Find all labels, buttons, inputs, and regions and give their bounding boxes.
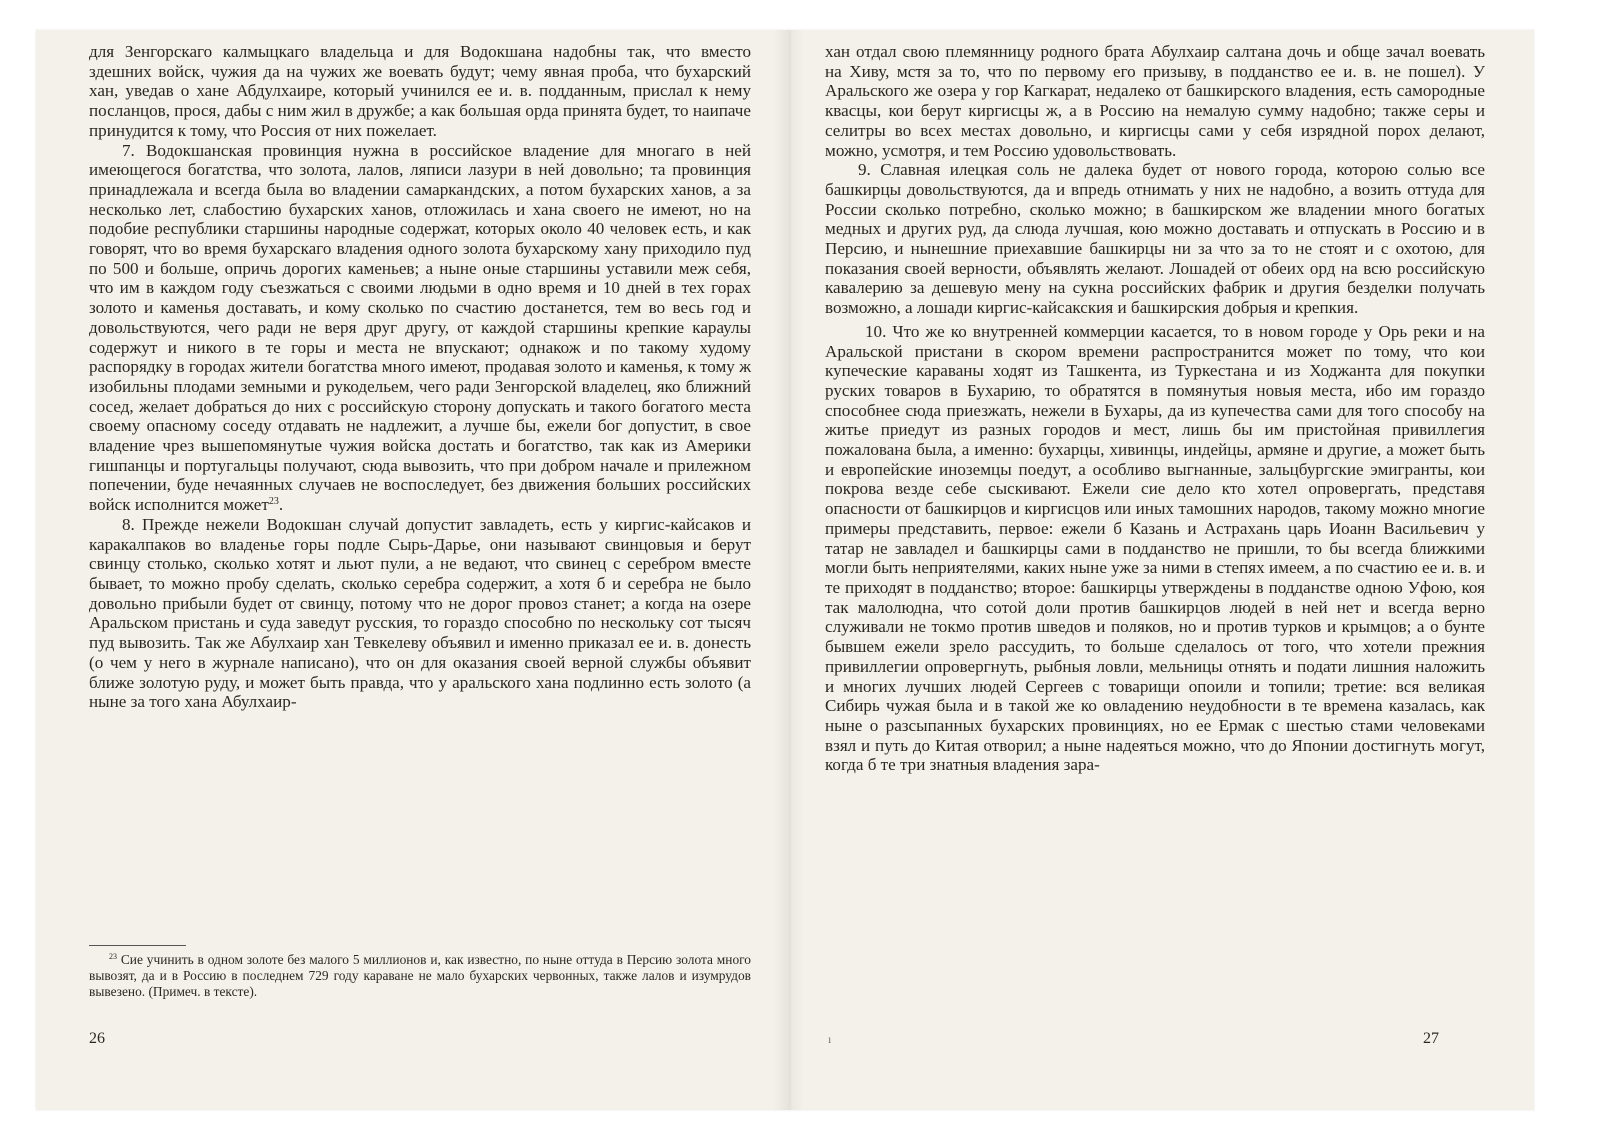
footnote-mark: 23 [109, 952, 117, 961]
page-number-right: 27 [1423, 1030, 1439, 1047]
book-spread [36, 30, 1534, 1110]
footnote-text: Сие учинить в одном золоте без малого 5 миллионов и, как известно, по ныне оттуда в Персию золота много вывозят, да и в Россию в последнем 729 году караване не мало бухарских червонных, также лалов и изумрудов вывезено. (Примеч. в тексте). [89, 952, 751, 999]
right-page-text [825, 42, 1485, 775]
paragraph-9: 9. Славная илецкая соль не далека будет от нового города, которою солью все башкирцы довольствуются, да и впредь отнимать у них не надобно, а возить оттуда для России сколько потребно, сколько можно; в башкирском же владении много богатых медных и других руд, да слюда лучшая, кою можно доставать и отпускать в Россию и в Персию, и нынешние приехавшие башкирцы ни за что за то не стоят и с охотою, для показания своей верности, объявлять желают. Лошадей от обеих орд на всю российскую кавалерию за дешевую мену на сукна российских фабрик и другия безделки получать возможно, а лошади киргис-кайсакския и башкирския добрыя и крепкия. [825, 160, 1485, 318]
footnote-reference-23: 23 [268, 496, 279, 508]
paragraph-7 [89, 141, 751, 515]
right-carry-over-paragraph: хан отдал свою племянницу родного брата Абулхаир салтана дочь и обще зачал воевать на Хиву, мстя за то, что по первому его призыву, в подданство ее и. в. не пошел). У Аральского же озера у гор Кагкарат, недалеко от башкирского владения, есть самородные квасцы, кои берут киргисцы ж, а в Россию на немалую сумму надобно; также серы и селитры во всех местах довольно, и киргисцы сами у себя изрядной порох делают, можно, усмотря, и тем Россию удовольствовать. [825, 42, 1485, 160]
footnote-23 [89, 952, 751, 1000]
paragraph-8: 8. Прежде нежели Водокшан случай допустит завладеть, есть у киргис-кайсаков и каракалпаков во владенье горы подле Сырь-Дарье, они называют свинцовыя и берут свинцу столько, сколько хотят и льют пули, а не ведают, что свинец с серебром вместе бывает, то можно пробу сделать, сколько серебра содержит, а хотя б и серебра не было довольно прибыли будет от свинцу, потому что не дорог провоз станет; а когда на озере Аральском пристань и суда заведут русския, то гораздо способно по нескольку сот тысяч пуд вывозить. Так же Абулхаир хан Тевкелеву объявил и именно приказал ее и. в. донесть (о чем у него в журнале написано), что он для оказания своей верной службы объявит ближе золотую руду, и может быть правда, что у аральского хана подлинно есть золото (а ныне за того хана Абулхаир- [89, 514, 751, 712]
paragraph-7-text: 7. Водокшанская провинция нужна в российское владение для многаго в ней имеющегося богатства, что золота, лалов, ляписи лазури в ней довольно; та провинция принадлежала и всегда была во владении самаркандских, а потом бухарских ханов, а за несколько лет, слабостию бухарских ханов, отложилась и хана своего не имеют, но на подобие республики старшины народные содержат, которых около 40 человек есть, и как говорят, что во время бухарскаго владения одного золота бухарскому хану приходило пуд по 500 и больше, опричь дорогих каменьев; а ныне оные старшины уставили меж себя, что им в каждом году съезжаться с своими людьми в одно время и 10 дней в тех горах золото и каменья доставать, и кому сколько по счастию достанется, тем во весь год и довольствуются, чего ради не веря друг другу, от каждой старшины крепкие караулы содержут и никого в те горы и места не впускают; однакож и по такому худому распорядку в городах жители богатства много имеют, продавая золото и каменья, к тому ж изобильны плодами земными и рукодельем, чего ради Зенгорской владелец, яко ближний сосед, желает добраться до них с российскую сторону допускать и такого богатого места своему опасному соседу отдавать не надлежит, а лучше бы, ежели бог допустит, в свое владение чрез вышепомянутые чужия войска достать и богатство, так как из Америки гишпанцы и португальцы получают, сюда вывозить, что при добром начале и прилежном попечении, буде нечаянных случаев не воспоследует, без движения больших российских войск исполнится может [89, 140, 751, 515]
paragraph-10: 10. Что же ко внутренней коммерции касается, то в новом городе у Орь реки и на Аральской пристани в скором времени распространится может по тому, что кои купеческие караваны ходят из Ташкента, из Туркестана и из Ходжанта для покупки руских товаров в Бухарию, то обратятся в помянутыя новыя места, ибо им гораздо способнее сюда приезжать, нежели в Бухары, да из купечества сами для того способу на житье приедут из разных городов и мест, лишь бы им пристойная привиллегия пожалована была, а именно: бухарцы, хивинцы, индейцы, армяне и другие, а может быть и европейские иноземцы поедут, а особливо выгнанные, зальцбургские эмигранты, кои покрова везде себе сыскивают. Ежели сие дело кто хотел опровергать, представя опасности от башкирцов и киргисцов или иных тамошних народов, такому можно многие примеры представить, первое: ежели б Казань и Астрахань царь Иоанн Васильевич у татар не завладел и башкирцы сами в подданство не пришли, то бы всегда ближкими могли быть неприятелями, каких ныне уже за ними в степях имеем, а по счастию ее и. в. и те приходят в подданство; второе: башкирцы утверждены в подданстве одною Уфою, коя так малолюдна, что сотой доли против башкирцов людей в ней нет и всегда верно служивали не токмо против шведов и поляков, но и против турков и крымцов; а о бунте бывшем ежели зрело рассудить, то больше сделалось от того, что хотели прежния привиллегии опровергнуть, рыбныя ловли, мельницы отнять и подати лишния наложить и многих лучших людей Сергеев с товарищи опоили и топили; третие: вся великая Сибирь чужая была и в такой же ко овладению неудобности в те времена казалась, как ныне о разсыпанных бухарских провинциях, но ее Ермак с шестью стами человеками взял и путь до Китая отворил; а ныне надеяться можно, что до Японии достигнуть могут, когда б те три знатныя владения зара- [825, 321, 1485, 775]
page-number-left: 26 [89, 1030, 105, 1047]
left-carry-over-paragraph: для Зенгорскаго калмыцкаго владельца и для Водокшана надобны так, что вместо здешних войск, чужия да на чужих же воевать будут; чему явная проба, что бухарский хан, уведав о хане Абдулхаире, который учинился ее и. в. подданным, прислал к нему посланцов, прося, дабы с ним жил в дружбе; а как большая орда принята будет, то наипаче принудится к тому, что Россия от них пожелает. [89, 42, 751, 140]
book-gutter [773, 30, 805, 1110]
left-page-text [89, 42, 751, 712]
paragraph-7-end: . [278, 495, 284, 515]
footnote-divider [89, 945, 186, 946]
print-speck: ı [828, 1032, 832, 1046]
